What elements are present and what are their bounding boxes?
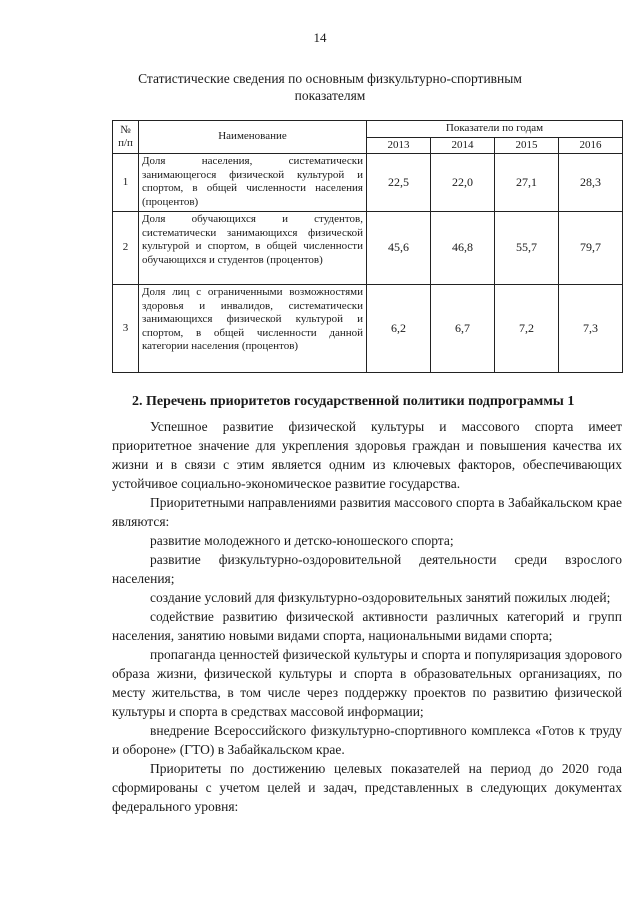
- row-name: Доля обучающихся и студентов, систематически занимающихся физической культурой и спортом, в общей численности обучающихся и студентов (процентов): [139, 212, 367, 285]
- paragraph: Приоритеты по достижению целевых показателей на период до 2020 года сформированы с учетом целей и задач, представленных в следующих документах федерального уровня:: [112, 761, 622, 814]
- list-paragraph: развитие физкультурно-оздоровительной деятельности среди взрослого населения;: [112, 552, 622, 586]
- row-value: 6,7: [431, 285, 495, 373]
- year-header: 2016: [559, 137, 623, 154]
- column-header-name: Наименование: [139, 121, 367, 154]
- row-name: Доля населения, систематически занимающегося физической культурой и спортом, в общей численности населения (процентов): [139, 154, 367, 212]
- row-value: 27,1: [495, 154, 559, 212]
- table-row: [113, 154, 623, 212]
- list-paragraph: внедрение Всероссийского физкультурно-спортивного комплекса «Готов к труду и обороне» (ГТО) в Забайкальском крае.: [112, 723, 622, 757]
- row-value: 79,7: [559, 212, 623, 285]
- paragraph: Приоритетными направлениями развития массового спорта в Забайкальском крае являются:: [112, 495, 622, 529]
- row-value: 28,3: [559, 154, 623, 212]
- table-row: [113, 285, 623, 373]
- column-header-number: № п/п: [113, 121, 139, 154]
- paragraph: Успешное развитие физической культуры и массового спорта имеет приоритетное значение для укрепления здоровья граждан и повышения качества их жизни и в связи с этим является одним из ключевых факторов, обеспечивающих устойчивое социально-экономическое развитие государства.: [112, 419, 622, 491]
- row-number: 3: [113, 285, 139, 373]
- year-header: 2014: [431, 137, 495, 154]
- year-header: 2015: [495, 137, 559, 154]
- list-paragraph: пропаганда ценностей физической культуры и спорта и популяризация здорового образа жизни, физической культуры и спорта в образовательных организациях, по месту жительства, в том числе через поддержку проектов по развитию физической культуры и спорта в средствах массовой информации;: [112, 647, 622, 719]
- table-row: [113, 212, 623, 285]
- page-number: 14: [313, 30, 327, 45]
- row-name: Доля лиц с ограниченными возможностями здоровья и инвалидов, систематически занимающихся физической культурой и спортом, в общей численности данной категории населения (процентов): [139, 285, 367, 373]
- list-paragraph: развитие молодежного и детско-юношеского спорта;: [150, 533, 454, 548]
- table-title: [130, 70, 530, 104]
- list-paragraph: содействие развитию физической активности различных категорий и групп населения, занятию новыми видами спорта, национальными видами спорта;: [112, 609, 622, 643]
- list-paragraph: создание условий для физкультурно-оздоровительных занятий пожилых людей;: [150, 590, 611, 605]
- table-title-line-1: Статистические сведения по основным физкультурно-спортивным: [138, 71, 522, 86]
- row-value: 7,3: [559, 285, 623, 373]
- row-number: 2: [113, 212, 139, 285]
- section-heading: 2. Перечень приоритетов государственной политики подпрограммы 1: [132, 394, 575, 409]
- row-value: 22,0: [431, 154, 495, 212]
- year-header: 2013: [367, 137, 431, 154]
- body-text: [112, 417, 622, 816]
- row-value: 46,8: [431, 212, 495, 285]
- table-title-line-2: показателям: [294, 88, 366, 103]
- row-value: 45,6: [367, 212, 431, 285]
- row-value: 6,2: [367, 285, 431, 373]
- row-value: 22,5: [367, 154, 431, 212]
- column-header-years: Показатели по годам: [367, 121, 623, 138]
- row-value: 7,2: [495, 285, 559, 373]
- row-number: 1: [113, 154, 139, 212]
- table-header-row: [113, 121, 623, 138]
- statistics-table: [112, 120, 623, 373]
- row-value: 55,7: [495, 212, 559, 285]
